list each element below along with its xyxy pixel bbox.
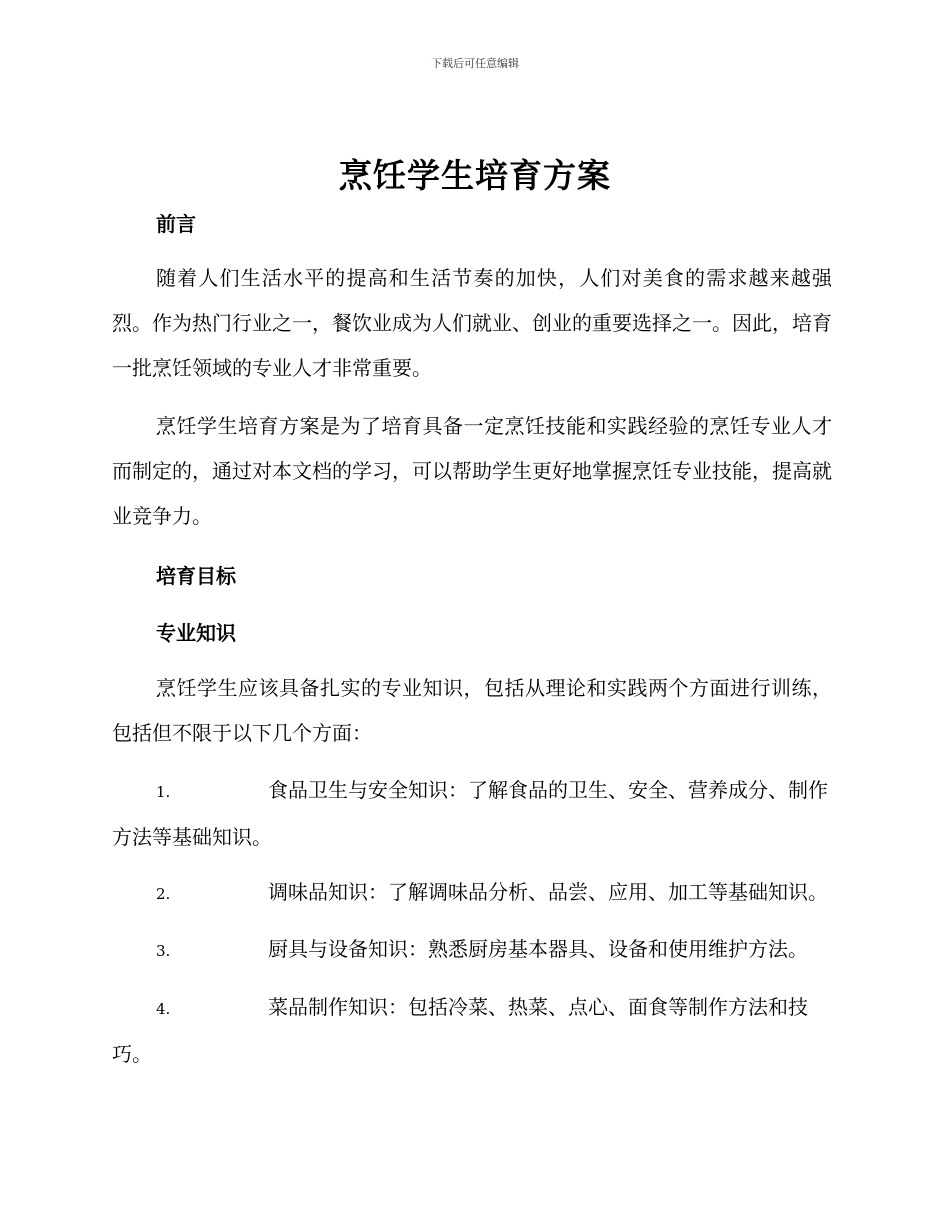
list-item bbox=[112, 927, 834, 974]
list-item-text: 调味品知识：了解调味品分析、品尝、应用、加工等基础知识。 bbox=[268, 880, 828, 904]
list-item-text: 厨具与设备知识：熟悉厨房基本器具、设备和使用维护方法。 bbox=[268, 937, 808, 961]
list-item bbox=[112, 768, 834, 860]
list-item-text: 食品卫生与安全知识：了解食品的卫生、安全、营养成分、制作方法等基础知识。 bbox=[112, 778, 828, 849]
list-item-number: 3. bbox=[156, 942, 171, 960]
preface-heading: 前言 bbox=[156, 212, 196, 236]
header-note: 下载后可任意编辑 bbox=[431, 57, 519, 70]
knowledge-heading: 专业知识 bbox=[156, 621, 236, 645]
list-item-number: 4. bbox=[156, 1000, 171, 1018]
preface-paragraph-2: 烹饪学生培育方案是为了培育具备一定烹饪技能和实践经验的烹饪专业人才而制定的，通过对本文档的学习，可以帮助学生更好地掌握烹饪专业技能，提高就业竞争力。 bbox=[112, 414, 832, 528]
document-title: 烹饪学生培育方案 bbox=[339, 156, 611, 195]
list-item bbox=[112, 985, 834, 1077]
preface-paragraph-1: 随着人们生活水平的提高和生活节奏的加快，人们对美食的需求越来越强烈。作为热门行业之一，餐饮业成为人们就业、创业的重要选择之一。因此，培育一批烹饪领域的专业人才非常重要。 bbox=[112, 266, 832, 380]
list-item-number: 1. bbox=[156, 783, 171, 801]
list-item-number: 2. bbox=[156, 885, 171, 903]
goal-heading: 培育目标 bbox=[156, 564, 236, 588]
list-item bbox=[112, 870, 834, 917]
list-item-text: 菜品制作知识：包括冷菜、热菜、点心、面食等制作方法和技巧。 bbox=[112, 995, 808, 1066]
knowledge-intro-paragraph: 烹饪学生应该具备扎实的专业知识，包括从理论和实践两个方面进行训练，包括但不限于以下几个方面： bbox=[112, 676, 832, 745]
